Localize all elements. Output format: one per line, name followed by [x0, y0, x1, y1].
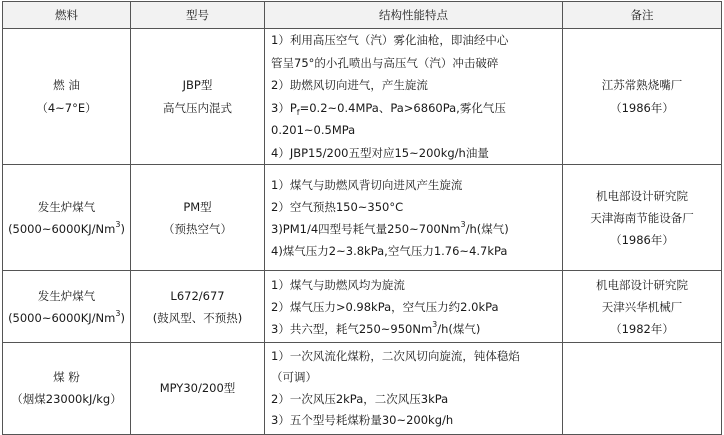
cell-line: 1）煤气与助燃风均为旋流 — [271, 277, 405, 292]
text-part: =0.2~0.4MPa、Pa>6860Pa,雾化气压 — [299, 100, 506, 115]
cell-line: （4~7°E） — [36, 100, 97, 115]
features-cell — [265, 165, 563, 271]
cell-line: 4)煤气压力2~3.8kPa,空气压力1.76~4.7kPa — [271, 243, 508, 258]
cell-line: 高气压内混式 — [163, 100, 232, 115]
cell-line: MPY30/200型 — [159, 380, 236, 395]
remark-cell — [563, 29, 722, 165]
cell-line: PM型 — [183, 199, 212, 214]
superscript: 3 — [460, 219, 466, 229]
cell-line: (鼓风型、不预热) — [152, 310, 243, 325]
burner-spec-table — [2, 1, 722, 435]
cell-line: 2）一次风压2kPa，二次风压3kPa — [271, 391, 449, 406]
cell-line: L672/677 — [170, 288, 225, 303]
cell-line: 机电部设计研究院 — [596, 188, 688, 203]
text-part: /h(煤气) — [437, 321, 481, 336]
cell-line: （1986年） — [610, 232, 674, 247]
header-fuel: 燃料 — [3, 2, 131, 29]
cell-line: 机电部设计研究院 — [596, 277, 688, 292]
cell-line: （1986年） — [610, 100, 674, 115]
cell-line: （可调） — [271, 370, 317, 384]
text-part: ) — [120, 221, 125, 236]
fuel-cell — [3, 165, 131, 271]
cell-line: 4）JBP15/200五型对应15~200kg/h油量 — [271, 145, 489, 160]
cell-line: （预热空气） — [163, 221, 232, 236]
remark-cell — [563, 271, 722, 343]
cell-line — [271, 318, 562, 340]
superscript: 3 — [432, 319, 438, 329]
header-remark: 备注 — [563, 2, 722, 29]
cell-line: 管呈75°的小孔喷出与高压气（汽）冲击破碎 — [271, 55, 499, 70]
table-row — [3, 343, 722, 435]
cell-line — [3, 218, 130, 240]
cell-line — [271, 218, 562, 240]
text-part: 3)PM1/4四型号耗气量250~700Nm — [271, 221, 461, 236]
cell-line: 燃 油 — [53, 78, 80, 92]
text-part: ) — [120, 310, 125, 325]
fuel-cell — [3, 343, 131, 435]
cell-line: 发生炉煤气 — [37, 288, 96, 303]
cell-line: 2）助燃风切向进气，产生旋流 — [271, 78, 428, 92]
cell-line: （1982年） — [610, 321, 674, 336]
cell-line: 天津兴华机械厂 — [601, 299, 683, 314]
fuel-cell — [3, 271, 131, 343]
superscript: 3 — [115, 308, 121, 318]
text-part: 3）P — [271, 100, 297, 115]
text-part: 3）共六型，耗气250~950Nm — [271, 321, 433, 336]
cell-line: 0.201~0.5MPa — [271, 123, 356, 137]
model-cell — [131, 165, 265, 271]
cell-line: 煤 粉 — [53, 370, 80, 384]
text-part: (5000~6000KJ/Nm — [8, 221, 116, 236]
subscript: f — [296, 107, 300, 117]
model-cell — [131, 271, 265, 343]
table-row — [3, 29, 722, 165]
features-cell — [265, 271, 563, 343]
text-part: /h(煤气) — [465, 221, 509, 236]
header-features: 结构性能特点 — [265, 2, 563, 29]
model-cell — [131, 29, 265, 165]
cell-line: 江苏常熟烧嘴厂 — [601, 78, 683, 92]
remark-cell — [563, 165, 722, 271]
features-cell — [265, 343, 563, 435]
table-row — [3, 271, 722, 343]
fuel-cell — [3, 29, 131, 165]
header-row — [3, 2, 722, 29]
superscript: 3 — [115, 219, 121, 229]
cell-line: 2）空气预热150~350°C — [271, 199, 404, 214]
table-row — [3, 165, 722, 271]
cell-line: （烟煤23000kJ/kg） — [11, 391, 122, 406]
cell-line: 3）五个型号耗煤粉量30~200kg/h — [271, 413, 454, 427]
cell-line — [271, 97, 562, 120]
cell-line: 发生炉煤气 — [37, 199, 96, 214]
model-cell — [131, 343, 265, 435]
cell-line: 1）一次风流化煤粉，二次风切向旋流，钝体稳焰 — [271, 348, 520, 363]
cell-line — [3, 307, 130, 329]
cell-line: 天津海南节能设备厂 — [590, 210, 694, 225]
text-part: (5000~6000KJ/Nm — [8, 310, 116, 325]
remark-cell — [563, 343, 722, 435]
cell-line: 1）利用高压空气（汽）雾化油枪，即油经中心 — [271, 33, 509, 47]
features-cell — [265, 29, 563, 165]
cell-line: 2）煤气压力>0.98kPa，空气压力约2.0kPa — [271, 299, 499, 314]
cell-line: JBP型 — [182, 78, 213, 92]
header-model: 型号 — [131, 2, 265, 29]
cell-line: 1）煤气与助燃风背切向进风产生旋流 — [271, 177, 463, 192]
